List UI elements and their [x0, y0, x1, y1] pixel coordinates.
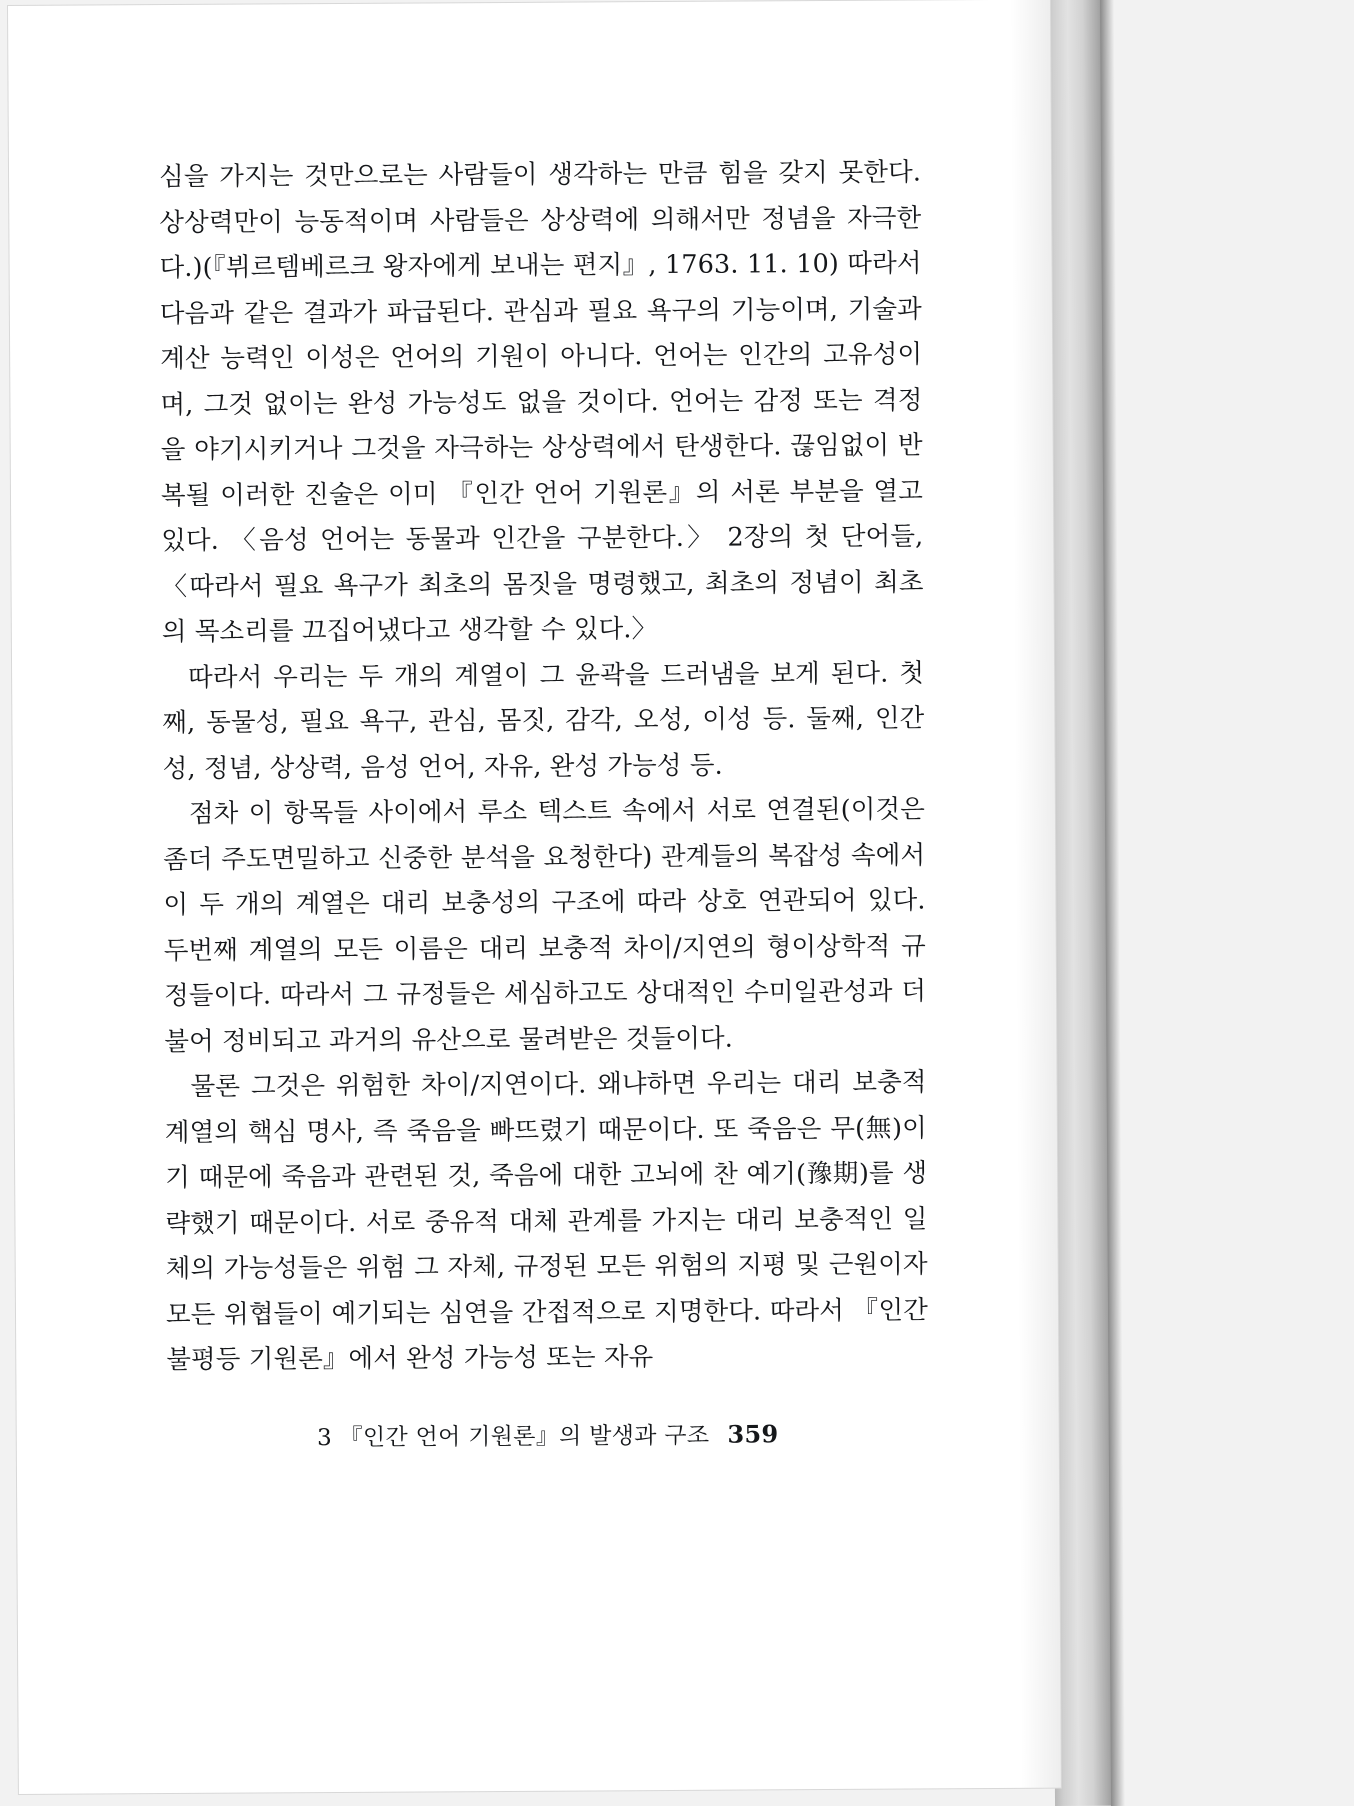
running-head-chapter: 3 『인간 언어 기원론』의 발생과 구조	[317, 1422, 710, 1452]
body-text	[159, 150, 928, 1383]
paragraph: 심을 가지는 것만으로는 사람들이 생각하는 만큼 힘을 갖지 못한다. 상상력만이 능동적이며 사람들은 상상력에 의해서만 정념을 자극한다.)(『뷔르템베르크 왕자에게 보내는 편지』, 1763. 11. 10) 따라서 다음과 같은 결과가 파급된다. 관심과 필요 욕구의 기능이며, 기술과 계산 능력인 이성은 언어의 기원이 아니다. 언어는 인간의 고유성이며, 그것 없이는 완성 가능성도 없을 것이다. 언어는 감정 또는 격정을 야기시키거나 그것을 자극하는 상상력에서 탄생한다. 끊임없이 반복될 이러한 진술은 이미 『인간 언어 기원론』의 서론 부분을 열고 있다. 〈음성 언어는 동물과 인간을 구분한다.〉 2장의 첫 단어들, 〈따라서 필요 욕구가 최초의 몸짓을 명령했고, 최초의 정념이 최초의 목소리를 끄집어냈다고 생각할 수 있다.〉	[158, 157, 924, 648]
page-footer	[167, 1415, 929, 1453]
paragraph: 따라서 우리는 두 개의 계열이 그 윤곽을 드러냄을 보게 된다. 첫째, 동물성, 필요 욕구, 관심, 몸짓, 감각, 오성, 이성 등. 둘째, 인간성, 정념, 상상력, 음성 언어, 자유, 완성 가능성 등.	[162, 657, 925, 784]
page-sheet	[8, 0, 1061, 1794]
paragraph: 물론 그것은 위험한 차이/지연이다. 왜냐하면 우리는 대리 보충적 계열의 핵심 명사, 즉 죽음을 빠뜨렸기 때문이다. 또 죽음은 무(無)이기 때문에 죽음과 관련된 것, 죽음에 대한 고뇌에 찬 예기(豫期)를 생략했기 때문이다. 서로 중유적 대체 관계를 가지는 대리 보충적인 일체의 가능성들은 위험 그 자체, 규정된 모든 위험의 지평 및 근원이자 모든 위협들이 예기되는 심연을 간접적으로 지명한다. 따라서 『인간 불평등 기원론』에서 완성 가능성 또는 자유	[164, 1067, 929, 1376]
page-number: 359	[727, 1419, 779, 1449]
paragraph: 점차 이 항목들 사이에서 루소 텍스트 속에서 서로 연결된(이것은 좀더 주도면밀하고 신중한 분석을 요청한다) 관계들의 복잡성 속에서 이 두 개의 계열은 대리 보충성의 구조에 따라 상호 연관되어 있다. 두번째 계열의 모든 이름은 대리 보충적 차이/지연의 형이상학적 규정들이다. 따라서 그 규정들은 세심하고도 상대적인 수미일관성과 더불어 정비되고 과거의 유산으로 물려받은 것들이다.	[163, 794, 927, 1057]
